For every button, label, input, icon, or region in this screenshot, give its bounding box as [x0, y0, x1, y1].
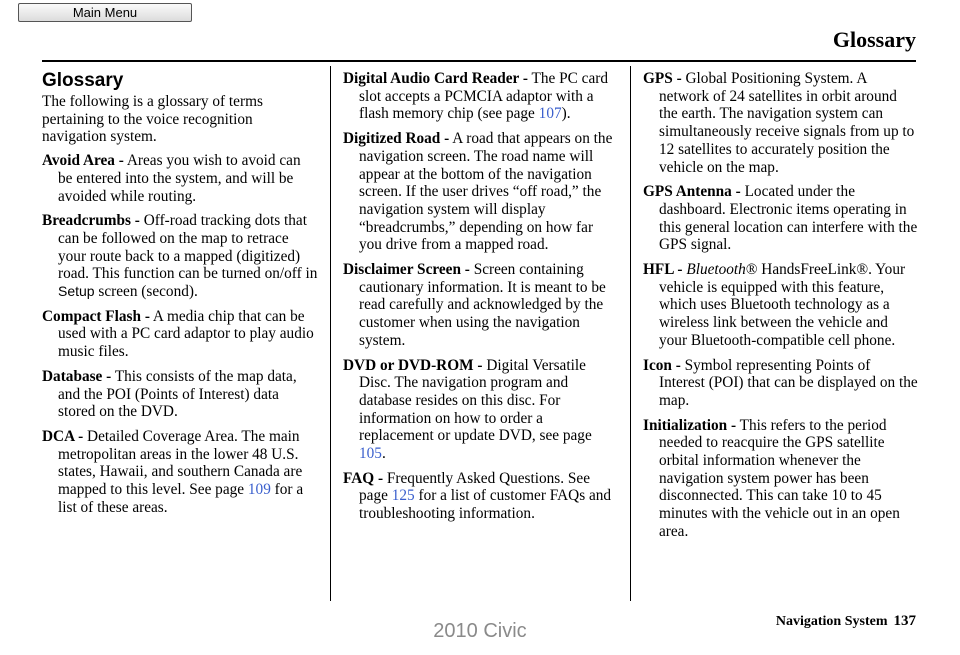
- term: Database -: [42, 367, 112, 385]
- definition: Frequently Asked Questions. See page: [359, 469, 590, 505]
- page-title: Glossary: [832, 27, 916, 52]
- entry-hfl: [643, 261, 919, 350]
- setup-label: Setup: [58, 283, 95, 300]
- watermark-text: 2010 Civic: [433, 620, 527, 642]
- page-link-105[interactable]: 105: [359, 445, 382, 463]
- term: FAQ -: [343, 469, 384, 487]
- term: Initialization -: [643, 416, 737, 434]
- definition: Global Positioning System. A network of 24 satellites in orbit around the earth. The navigation system can simultaneously receive signals from up to 12 satellites to accurately position the vehicle on the map.: [659, 70, 915, 176]
- column-divider: [330, 66, 331, 601]
- page-link-125[interactable]: 125: [391, 487, 415, 505]
- term: DVD or DVD-ROM -: [343, 356, 483, 374]
- column-3: [643, 70, 919, 548]
- term: Compact Flash -: [42, 307, 150, 325]
- definition: .: [381, 445, 386, 463]
- entry-dvd: [343, 357, 619, 463]
- definition: A media chip that can be used with a PC card adaptor to play audio music files.: [58, 307, 314, 361]
- definition: This refers to the period needed to reacquire the GPS satellite orbital information whenever the navigation system power has been disconnected. This can take 10 to 45 minutes with the vehicle out in an open area.: [659, 416, 900, 540]
- column-1: [42, 70, 318, 523]
- definition: ).: [561, 105, 571, 123]
- term: GPS -: [643, 70, 682, 87]
- definition: Areas you wish to avoid can be entered into the system, and will be avoided while routing.: [58, 152, 301, 205]
- entry-initialization: [643, 417, 919, 541]
- entry-dca: [42, 428, 318, 517]
- definition: Screen containing cautionary information. It is meant to be read carefully and acknowledged by the customer when using the navigation system.: [359, 261, 606, 349]
- page-link-107[interactable]: 107: [538, 105, 562, 123]
- entry-faq: [343, 470, 619, 523]
- entry-digitized-road: [343, 130, 619, 254]
- column-divider: [630, 66, 631, 601]
- definition: screen (second).: [94, 283, 198, 301]
- definition: ® HandsFreeLink®. Your vehicle is equipped with this feature, which uses Bluetooth technology as a wireless link between the vehicle and your Bluetooth-compatible cell phone.: [659, 261, 906, 349]
- definition: The PC card slot accepts a PCMCIA adaptor with a flash memory chip (see page: [359, 70, 608, 123]
- column-2: [343, 70, 619, 530]
- term: DCA -: [42, 427, 84, 445]
- term: HFL -: [643, 261, 683, 279]
- header-divider: [42, 60, 916, 62]
- entry-icon: [643, 357, 919, 410]
- intro-paragraph: The following is a glossary of terms pertaining to the voice recognition navigation system.: [42, 93, 263, 146]
- entry-gps: [643, 70, 919, 176]
- definition: for a list of these areas.: [58, 481, 304, 516]
- section-heading: Glossary: [42, 70, 124, 91]
- term: Breadcrumbs -: [42, 212, 140, 230]
- bluetooth-term: Bluetooth: [682, 261, 746, 279]
- term: Avoid Area -: [42, 152, 124, 170]
- definition: Digital Versatile Disc. The navigation program and database resides on this disc. For information on how to order a replacement or update DVD, see page: [359, 356, 592, 445]
- term: Digital Audio Card Reader -: [343, 70, 528, 87]
- definition: for a list of customer FAQs and troubleshooting information.: [359, 487, 612, 523]
- page-link-109[interactable]: 109: [247, 481, 271, 499]
- entry-breadcrumbs: [42, 212, 318, 301]
- definition: Symbol representing Points of Interest (POI) that can be displayed on the map.: [659, 356, 918, 409]
- entry-disclaimer-screen: [343, 261, 619, 350]
- definition: Located under the dashboard. Electronic items operating in this general location can interfere with the GPS signal.: [659, 183, 918, 254]
- term: Disclaimer Screen -: [343, 261, 470, 279]
- entry-digital-audio-card-reader: [343, 70, 619, 123]
- definition: A road that appears on the navigation screen. The road name will appear at the bottom of the navigation screen. If the user drives “off road,” the navigation system will display “breadcrumbs,” depending on how far you drive from a mapped road.: [359, 130, 613, 254]
- term: Icon -: [643, 356, 681, 374]
- entry-compact-flash: [42, 308, 318, 361]
- definition: Off-road tracking dots that can be followed on the map to retrace your route back to a mapped (digitized) road. This function can be turned on/off in: [58, 212, 318, 283]
- term: GPS Antenna -: [643, 183, 741, 201]
- term: Digitized Road -: [343, 130, 450, 148]
- entry-database: [42, 368, 318, 421]
- footer-label: Navigation System: [775, 614, 888, 629]
- main-menu-button[interactable]: Main Menu: [18, 3, 192, 22]
- entry-gps-antenna: [643, 183, 919, 254]
- entry-avoid-area: [42, 152, 318, 205]
- definition: Detailed Coverage Area. The main metropolitan areas in the lower 48 U.S. states, Hawaii, and southern Canada are mapped to this level. See page: [58, 427, 303, 499]
- definition: This consists of the map data, and the POI (Points of Interest) data stored on the DVD.: [58, 367, 297, 421]
- page-number: 137: [893, 613, 916, 629]
